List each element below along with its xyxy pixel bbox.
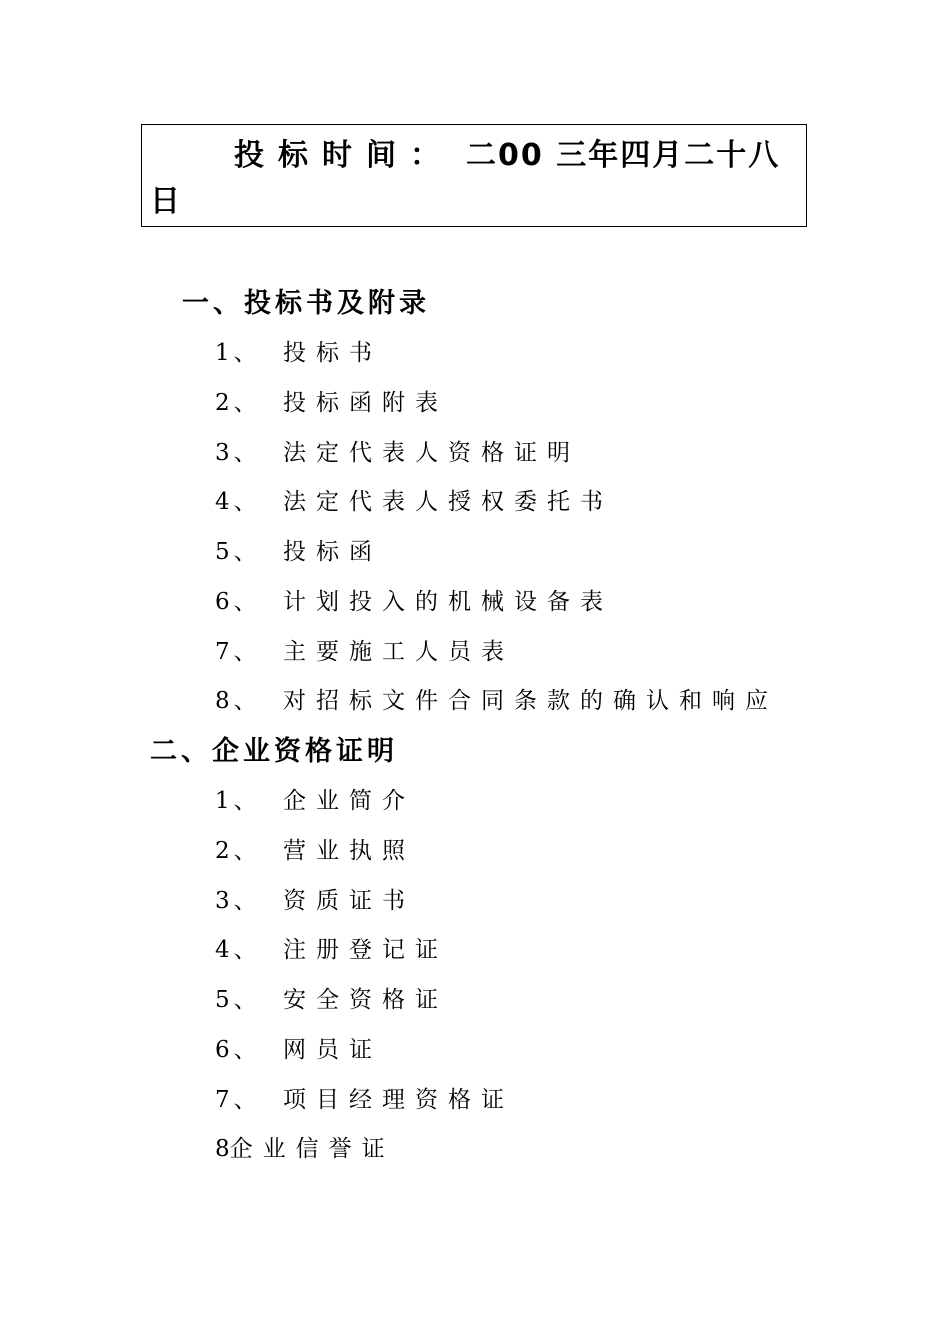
item-text: 计划投入的机械设备表 bbox=[283, 589, 613, 615]
item-text: 对招标文件合同条款的确认和响应 bbox=[283, 688, 778, 714]
list-item bbox=[215, 388, 448, 418]
item-text: 投标函附表 bbox=[283, 390, 448, 416]
list-item bbox=[215, 338, 382, 368]
item-number: 2、 bbox=[215, 390, 261, 416]
item-number: 6、 bbox=[215, 589, 261, 615]
item-text: 安全资格证 bbox=[283, 987, 448, 1013]
item-text: 企业信誉证 bbox=[229, 1136, 395, 1162]
list-item bbox=[215, 786, 415, 816]
list-item bbox=[215, 686, 778, 716]
list-item bbox=[215, 537, 382, 567]
item-number: 5、 bbox=[215, 987, 261, 1013]
list-item bbox=[215, 487, 613, 517]
list-item bbox=[215, 1085, 514, 1115]
list-item bbox=[215, 438, 580, 468]
item-number: 4、 bbox=[215, 489, 261, 515]
list-item bbox=[215, 637, 514, 667]
item-text: 营业执照 bbox=[283, 838, 415, 864]
item-number: 7、 bbox=[215, 1087, 261, 1113]
list-item bbox=[215, 836, 415, 866]
tender-time-label: 投标时间： bbox=[234, 138, 454, 173]
list-item bbox=[215, 935, 448, 965]
section-heading-qualification: 二、企业资格证明 bbox=[150, 736, 398, 767]
item-number: 8、 bbox=[215, 688, 261, 714]
item-number: 5、 bbox=[215, 539, 261, 565]
item-text: 投标书 bbox=[283, 340, 382, 366]
item-text: 项目经理资格证 bbox=[283, 1087, 514, 1113]
item-number: 1、 bbox=[215, 340, 261, 366]
item-number: 3、 bbox=[215, 888, 261, 914]
list-item bbox=[215, 1035, 382, 1065]
tender-time-date-tail: 日 bbox=[150, 184, 180, 219]
item-number: 2、 bbox=[215, 838, 261, 864]
tender-time-line bbox=[234, 139, 780, 173]
tender-time-box bbox=[141, 124, 807, 227]
section-heading-bid-documents: 一、投标书及附录 bbox=[182, 288, 430, 319]
item-number: 1、 bbox=[215, 788, 261, 814]
item-text: 网员证 bbox=[283, 1037, 382, 1063]
list-item bbox=[215, 587, 613, 617]
item-number: 8 bbox=[215, 1136, 230, 1162]
item-text: 注册登记证 bbox=[283, 937, 448, 963]
item-number: 7、 bbox=[215, 639, 261, 665]
list-item bbox=[215, 886, 415, 916]
list-item bbox=[215, 1134, 395, 1164]
tender-time-date: 二00 三年四月二十八 bbox=[466, 138, 781, 173]
item-text: 企业简介 bbox=[283, 788, 415, 814]
list-item bbox=[215, 985, 448, 1015]
item-number: 3、 bbox=[215, 440, 261, 466]
item-text: 法定代表人资格证明 bbox=[283, 440, 580, 466]
item-text: 主要施工人员表 bbox=[283, 639, 514, 665]
item-text: 资质证书 bbox=[283, 888, 415, 914]
item-number: 6、 bbox=[215, 1037, 261, 1063]
item-text: 投标函 bbox=[283, 539, 382, 565]
item-number: 4、 bbox=[215, 937, 261, 963]
item-text: 法定代表人授权委托书 bbox=[283, 489, 613, 515]
